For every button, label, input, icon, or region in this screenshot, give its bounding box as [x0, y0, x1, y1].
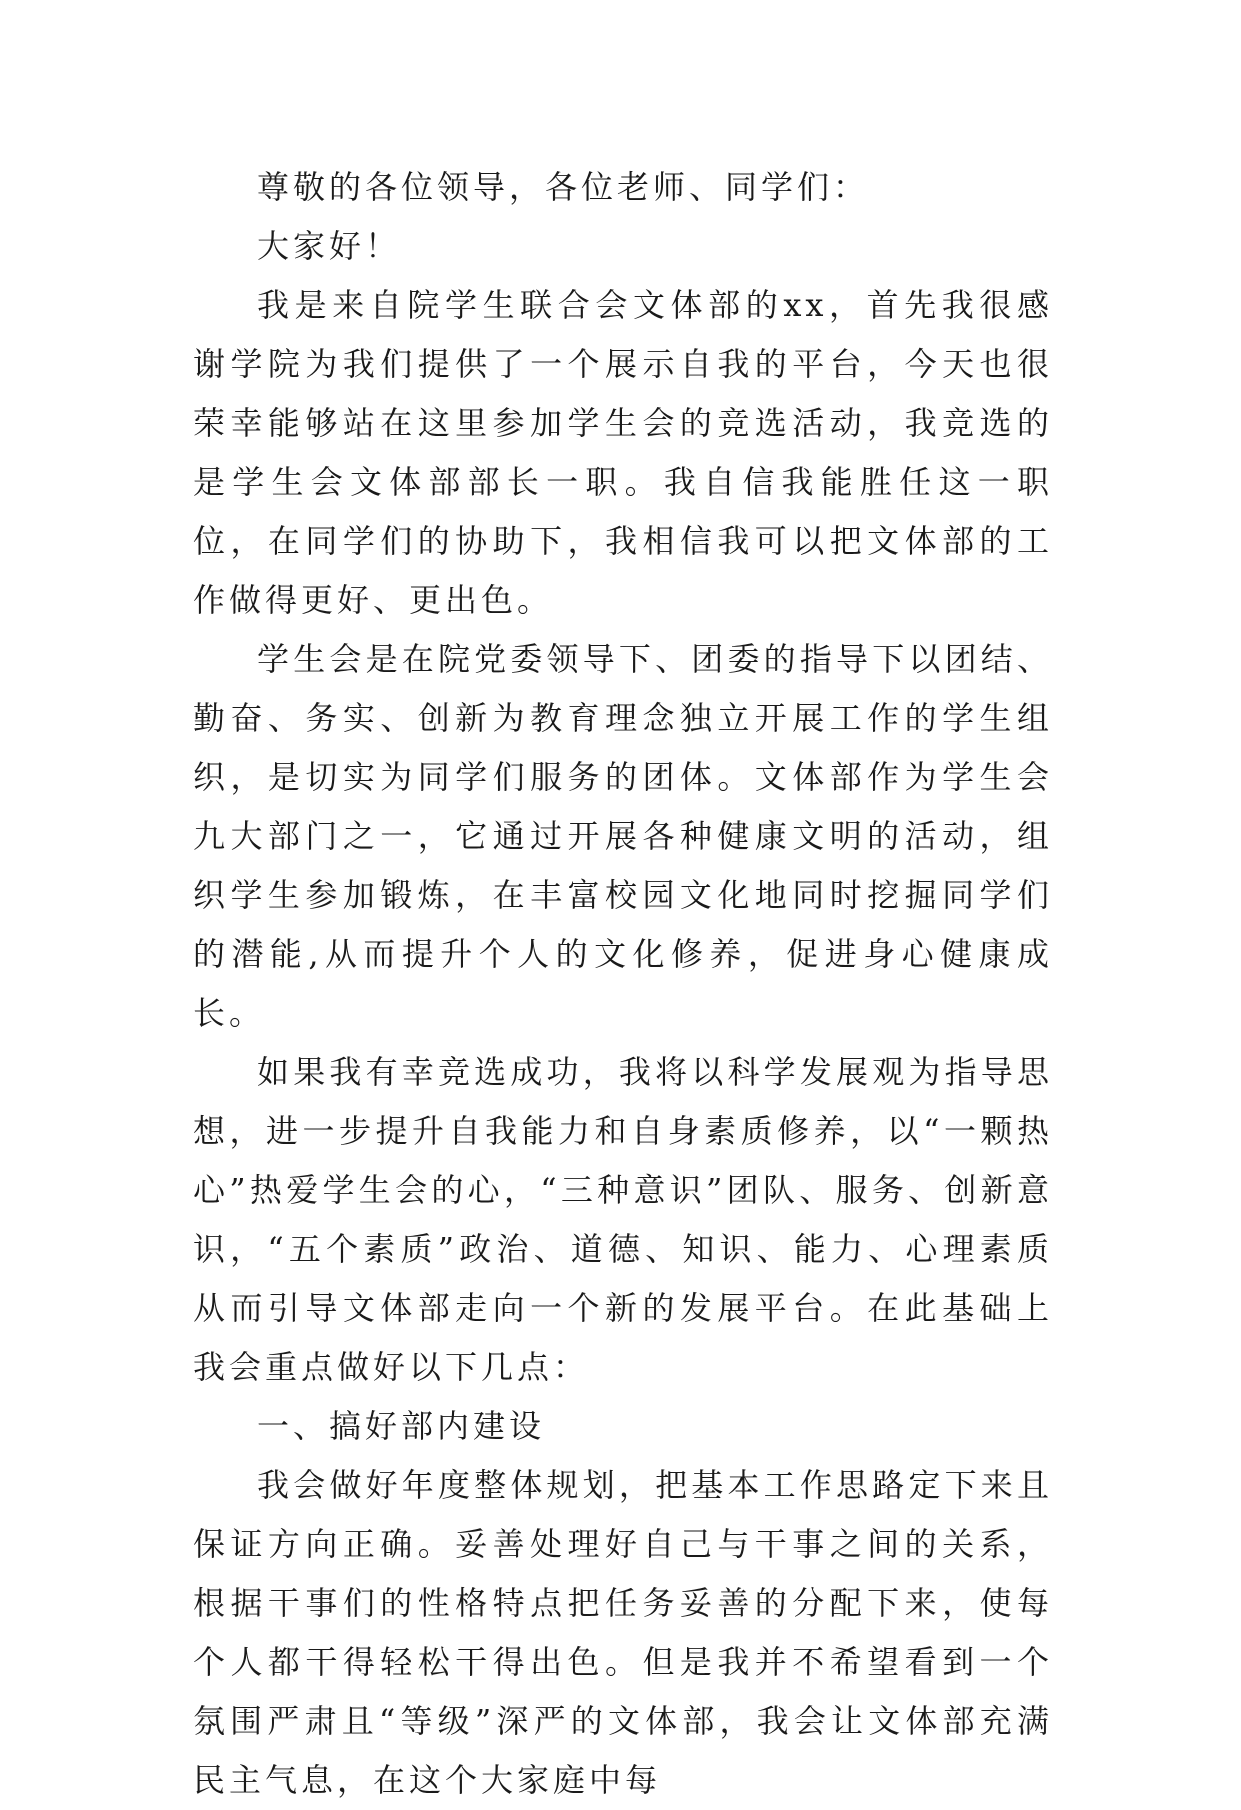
section-heading: 一、搞好部内建设: [257, 1407, 546, 1445]
paragraph-introduction: 我是来自院学生联合会文体部的xx，首先我很感谢学院为我们提供了一个展示自我的平台，今天也很荣幸能够站在这里参加学生会的竞选活动，我竞选的是学生会文体部部长一职。我自信我能胜任这一职位，在同学们的协助下，我相信我可以把文体部的工作做得更好、更出色。: [193, 286, 1053, 619]
document-body: [193, 158, 1053, 1810]
greeting: 大家好！: [257, 227, 402, 265]
paragraph-plan: 如果我有幸竞选成功，我将以科学发展观为指导思想，进一步提升自我能力和自身素质修养，以“一颗热心”热爱学生会的心，“三种意识”团队、服务、创新意识，“五个素质”政治、道德、知识、能力、心理素质从而引导文体部走向一个新的发展平台。在此基础上我会重点做好以下几点：: [193, 1053, 1053, 1386]
paragraph-department-building: 我会做好年度整体规划，把基本工作思路定下来且保证方向正确。妥善处理好自己与干事之间的关系，根据干事们的性格特点把任务妥善的分配下来，使每个人都干得轻松干得出色。但是我并不希望看到一个氛围严肃且“等级”深严的文体部，我会让文体部充满民主气息，在这个大家庭中每: [193, 1466, 1053, 1799]
paragraph-student-union: 学生会是在院党委领导下、团委的指导下以团结、勤奋、务实、创新为教育理念独立开展工作的学生组织，是切实为同学们服务的团体。文体部作为学生会九大部门之一，它通过开展各种健康文明的活动，组织学生参加锻炼，在丰富校园文化地同时挖掘同学们的潜能,从而提升个人的文化修养，促进身心健康成长。: [193, 640, 1053, 1032]
salutation: 尊敬的各位领导，各位老师、同学们：: [257, 168, 870, 206]
